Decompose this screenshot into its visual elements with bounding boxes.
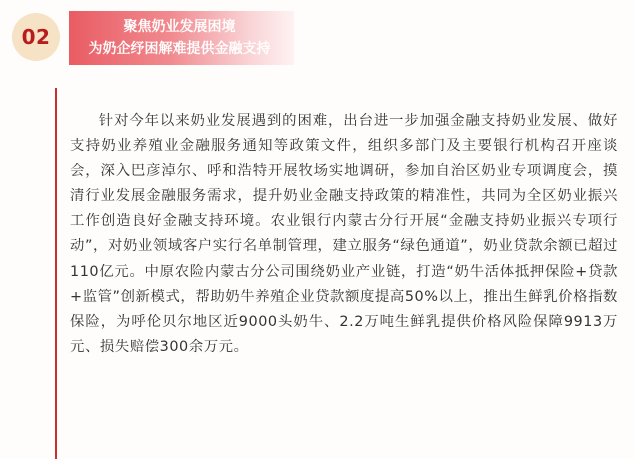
section-number-badge: 02	[12, 13, 60, 61]
section-title-line-1: 聚焦奶业发展困境	[123, 19, 236, 35]
section-title-banner	[69, 11, 294, 65]
section-title-line-2: 为奶企纾困解难提供金融支持	[88, 41, 271, 57]
body-paragraph: 针对今年以来奶业发展遇到的困难，出台进一步加强金融支持奶业发展、做好支持奶业养殖业金融服务通知等政策文件，组织多部门及主要银行机构召开座谈会，深入巴彦淖尔、呼和浩特开展牧场实地调研，参加自治区奶业专项调度会，摸清行业发展金融服务需求，提升奶业金融支持政策的精准性，共同为全区奶业振兴工作创造良好金融支持环境。农业银行内蒙古分行开展“金融支持奶业振兴专项行动”，对奶业领域客户实行名单制管理，建立服务“绿色通道”，奶业贷款余额已超过110亿元。中原农险内蒙古分公司围绕奶业产业链，打造“奶牛活体抵押保险+贷款+监管”创新模式，帮助奶牛养殖企业贷款额度提高50%以上，推出生鲜乳价格指数保险，为呼伦贝尔地区近9000头奶牛、2.2万吨生鲜乳提供价格风险保障9913万元、损失赔偿300余万元。	[70, 113, 618, 355]
left-accent-rule	[55, 88, 57, 459]
